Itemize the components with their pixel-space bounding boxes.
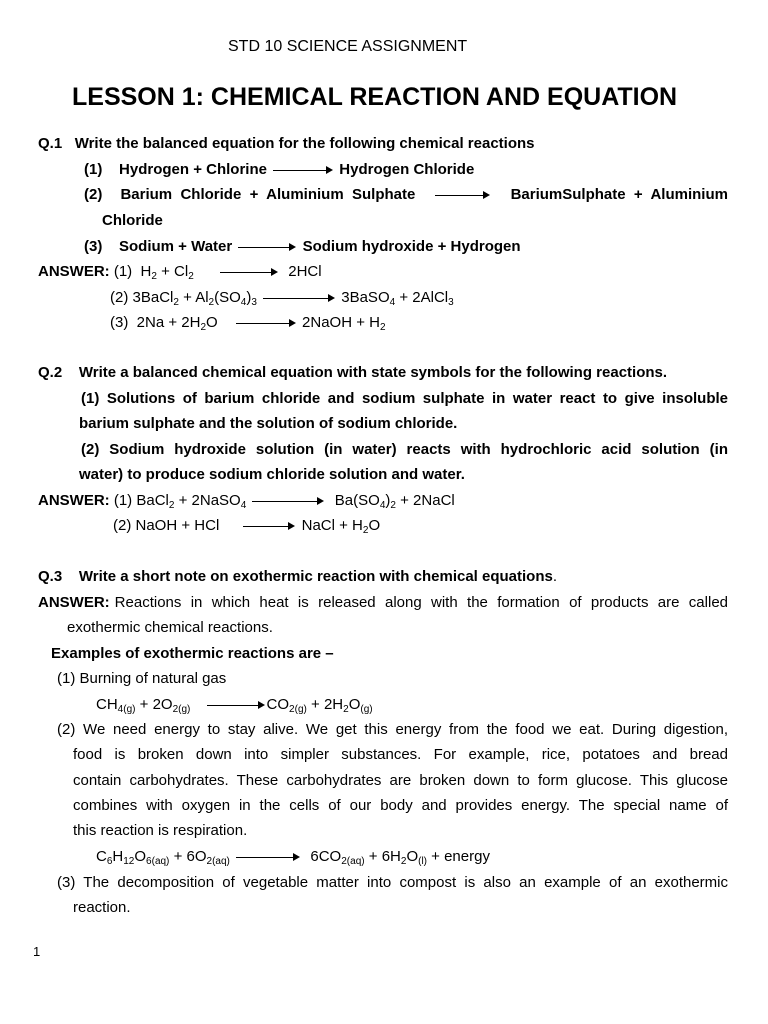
arrow-icon (263, 293, 335, 303)
example-2-line-1: (2) We need energy to stay alive. We get this energy from the food we eat. During digestion, (57, 721, 728, 738)
answer-number: (1) (113, 492, 133, 509)
q1-item-1 (84, 160, 474, 180)
q2-part-2-line-1: (2) Sodium hydroxide solution (in water) reacts with hydrochloric acid solution (in (81, 441, 728, 458)
q3-answer-line-1 (38, 593, 728, 613)
example-2-line-2: food is broken down into simpler substances. For example, rice, potatoes and bread (73, 746, 728, 763)
q1-item-3 (84, 237, 521, 257)
answer-number: (2) (113, 517, 132, 534)
arrow-icon (236, 318, 296, 328)
q2-answer-2: (2) NaOH + HCl NaCl + $H_2O$ (113, 517, 381, 536)
answer-label: ANSWER: (38, 492, 110, 509)
arrow-icon (252, 496, 324, 506)
arrow-icon (238, 242, 296, 252)
page-number: 1 (33, 944, 41, 959)
answer-number: (1) (113, 263, 133, 280)
arrow-icon (220, 267, 278, 277)
answer-number: (2) (110, 289, 129, 306)
arrow-icon (273, 165, 333, 175)
q2-part-2-line-2: water) to produce sodium chloride solution and water. (79, 466, 465, 483)
q2-number: Q.2 (38, 364, 63, 381)
reactants: Hydrogen + Chlorine (119, 161, 267, 178)
answer-label: ANSWER: (38, 263, 110, 280)
item-number: (2) (84, 186, 103, 203)
example-2-line-3: contain carbohydrates. These carbohydrates are broken down to form glucose. This glucose (73, 772, 728, 789)
example-3-line-1: (3) The decomposition of vegetable matter into compost is also an example of an exothermic (57, 874, 728, 891)
reactants: Sodium + Water (119, 238, 233, 255)
q1-item-2-continuation: Chloride (102, 212, 163, 229)
q2-text: Write a balanced chemical equation with state symbols for the following reactions. (78, 364, 668, 381)
example-1: (1) Burning of natural gas (57, 670, 227, 687)
products: BariumSulphate + Aluminium (510, 186, 728, 203)
arrow-icon (243, 521, 295, 531)
q3-question (38, 567, 557, 587)
answer-number: (3) (110, 314, 129, 331)
q2-answer-1: ANSWER: (1) BaCl$_2$ + 2NaSO$_4$ $Ba(SO_4)_2$ + 2NaCl (38, 492, 455, 511)
q1-answer-2: (2) 3BaCl$_2$ + $Al_2(SO_4)_3$ 3BaSO$_4$ + 2AlCl$_3$ (110, 289, 454, 308)
example-2-line-4: combines with oxygen in the cells of our body and provides energy. The special name of (73, 797, 728, 814)
products: Hydrogen Chloride (339, 161, 475, 178)
q3-text: Write a short note on exothermic reaction with chemical equations (78, 568, 553, 585)
q3-period: . (552, 568, 558, 585)
arrow-icon (435, 190, 490, 200)
q2-part-1-line-2: barium sulphate and the solution of sodium chloride. (79, 415, 458, 432)
equation-2: $C_6H_{12}O_{6(aq)} + 6O_{2(aq)}$ $6CO_{2(aq)} + 6H_2O_{(l)}$ + energy (96, 848, 490, 867)
q1-answer-1: ANSWER: (1) $H_2 + Cl_2$ 2HCl (38, 263, 322, 282)
q1-number: Q.1 (38, 135, 63, 152)
q2-part-1-line-1: (1) Solutions of barium chloride and sodium sulphate in water react to give insoluble (81, 390, 728, 407)
examples-heading: Examples of exothermic reactions are – (51, 645, 334, 662)
q1-question (38, 134, 535, 154)
products: Sodium hydroxide + Hydrogen (302, 238, 521, 255)
q2-question (38, 363, 667, 383)
q3-answer-line-2: exothermic chemical reactions. (67, 619, 273, 636)
arrow-icon (207, 700, 265, 710)
equation-1: $CH_{4(g)} + 2O_{2(g)}$ $CO_{2(g)} + 2H_2O_{(g)}$ (96, 696, 373, 715)
q1-answer-3: (3) $2Na + 2H_2O$ 2NaOH + $H_2$ (110, 314, 386, 333)
answer-label: ANSWER: (38, 594, 110, 611)
q1-text: Write the balanced equation for the following chemical reactions (74, 135, 535, 152)
assignment-header: STD 10 SCIENCE ASSIGNMENT (228, 38, 468, 55)
reactants: Barium Chloride + Aluminium Sulphate (120, 186, 416, 203)
example-3-line-2: reaction. (73, 899, 131, 916)
q3-number: Q.3 (38, 568, 63, 585)
arrow-icon (236, 852, 300, 862)
item-number: (3) (84, 238, 103, 255)
answer-text: Reactions in which heat is released along with the formation of products are called (114, 594, 728, 611)
example-2-line-5: this reaction is respiration. (73, 822, 248, 839)
q1-item-2 (84, 185, 728, 205)
page-title: LESSON 1: CHEMICAL REACTION AND EQUATION (72, 83, 678, 111)
item-number: (1) (84, 161, 103, 178)
